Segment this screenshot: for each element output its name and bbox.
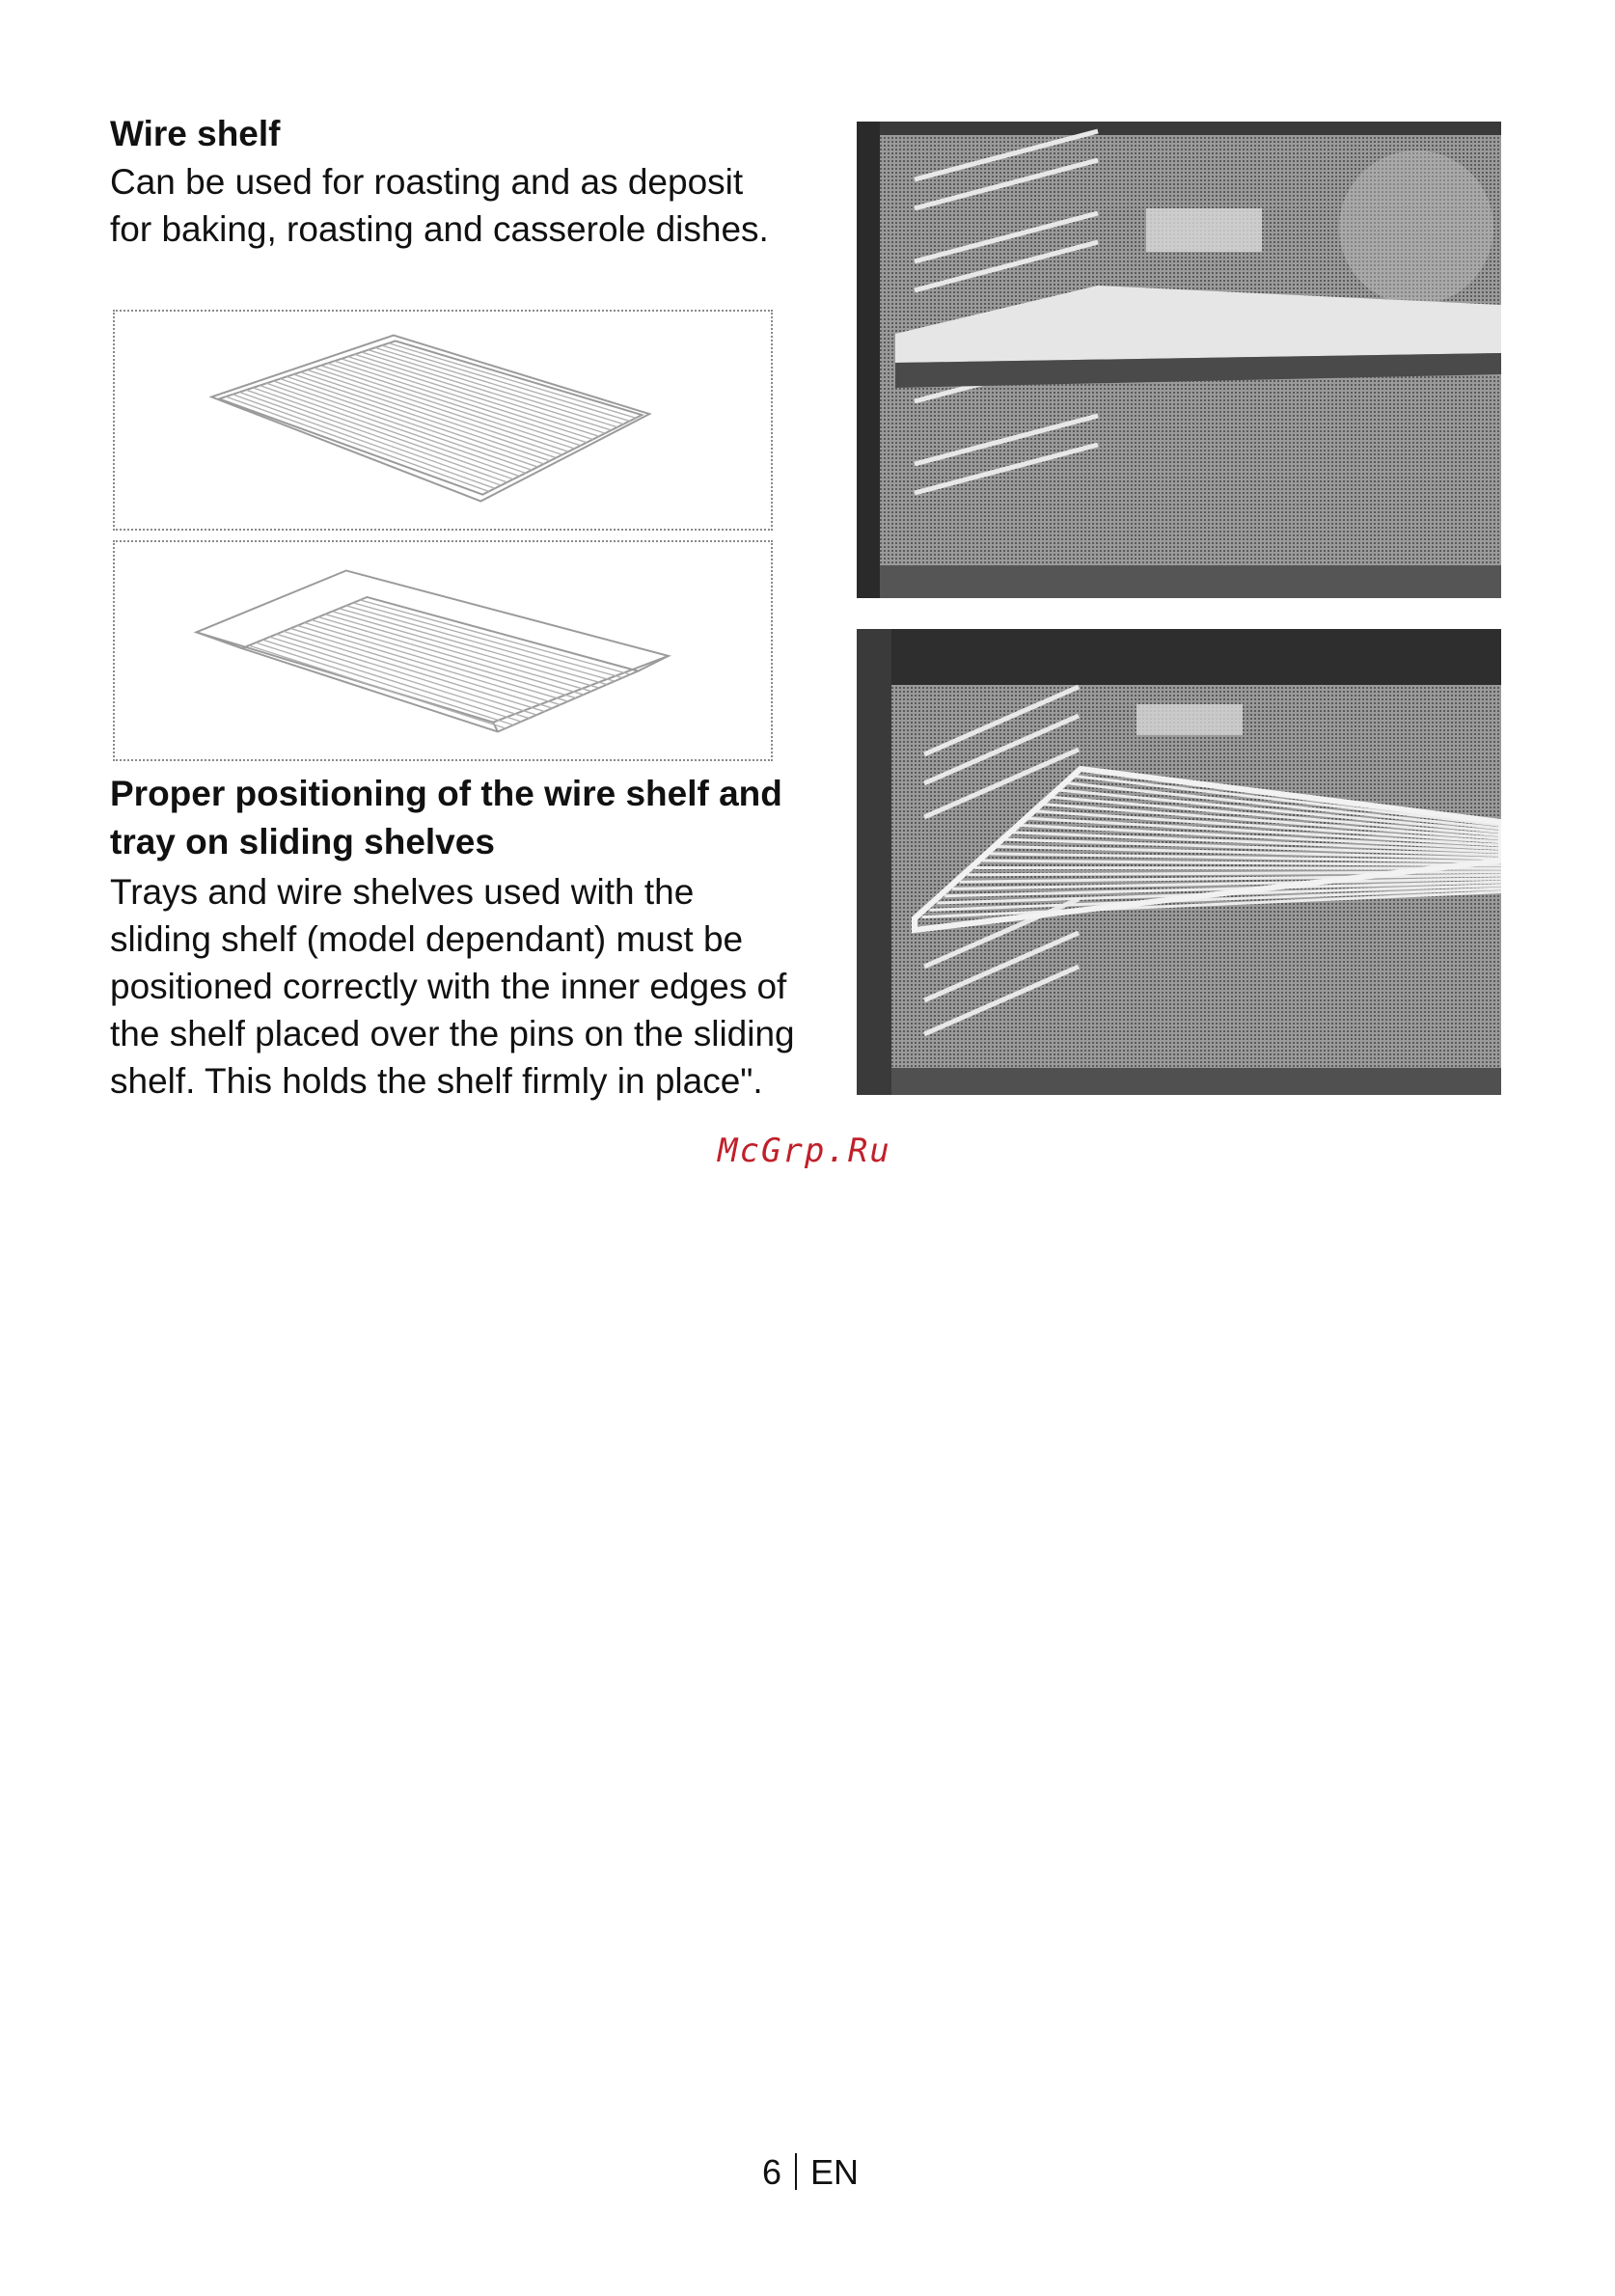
wire-rung [287, 376, 543, 464]
wire-shelf-drawing-rim [113, 540, 773, 761]
positioning-heading: Proper positioning of the wire shelf and tray on sliding shelves [110, 774, 782, 861]
wire-shelf-description: Can be used for roasting and as deposit for baking, roasting and casserole dishes. [110, 162, 769, 249]
positioning-description: Trays and wire shelves used with the sliding shelf (model dependant) must be positioned correctly with the inner edges of the shelf placed over the pins on the sliding shelf. This holds the shelf firmly in place". [110, 872, 795, 1101]
wire-rung [249, 645, 506, 728]
wire-rung [280, 379, 537, 467]
watermark: McGrp.Ru [718, 1132, 891, 1170]
oven-wire-shelf-photo [857, 629, 1501, 1095]
oven-tray-photo-image [857, 122, 1501, 598]
oven-tray-photo [857, 122, 1501, 598]
page-number: 6 [762, 2152, 782, 2192]
wire-rung [273, 381, 532, 470]
wire-shelf-flat-illustration [115, 312, 771, 529]
wire-shelf-rim-illustration [115, 542, 771, 759]
wire-rung [226, 396, 488, 491]
wire-rung [266, 383, 525, 473]
page-footer [762, 2152, 859, 2193]
wire-rung [239, 392, 501, 485]
footer-separator [795, 2153, 797, 2190]
oven-wire-shelf-photo-image [857, 629, 1501, 1095]
wire-rung [233, 395, 495, 488]
wire-shelf-drawing-flat [113, 310, 773, 531]
page-language: EN [810, 2152, 860, 2192]
wire-rung [256, 642, 513, 724]
wire-shelf-heading: Wire shelf [110, 114, 281, 153]
